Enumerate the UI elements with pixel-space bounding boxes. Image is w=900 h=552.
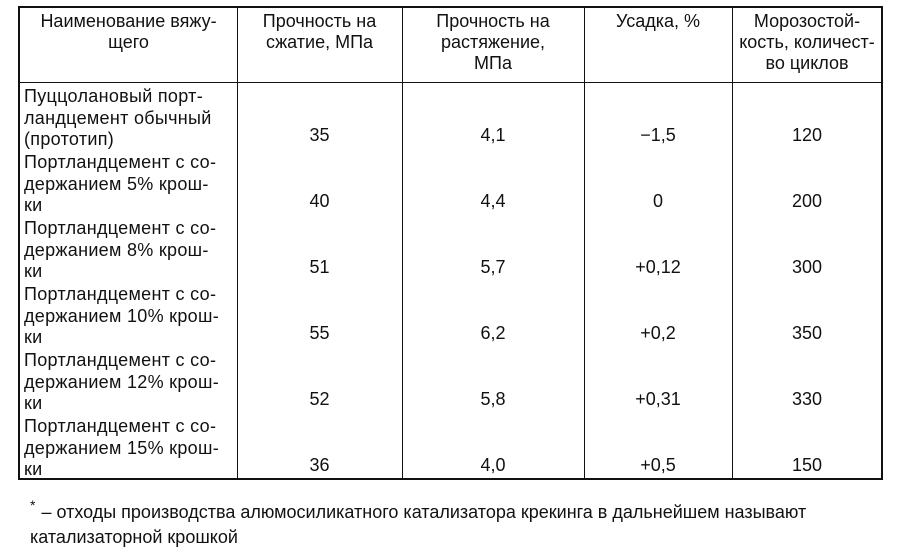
- shrinkage-value: +0,31: [635, 389, 681, 409]
- binder-name: Портландцемент с со- держанием 5% крош- ки: [24, 152, 217, 215]
- shrinkage-value: +0,12: [635, 257, 681, 277]
- header-tension: Прочность на растяжение, МПа: [436, 11, 550, 73]
- tension-value: 4,0: [480, 455, 506, 475]
- header-shrinkage: Усадка, %: [615, 11, 701, 31]
- binder-name: Портландцемент с со- держанием 8% крош- ки: [24, 218, 217, 281]
- frost-value: 200: [791, 191, 823, 211]
- shrinkage-value: +0,5: [640, 455, 676, 475]
- header-binder: Наименование вяжу- щего: [40, 11, 217, 52]
- shrinkage-value: 0: [652, 191, 663, 211]
- compression-value: 35: [309, 125, 330, 145]
- footnote-text: – отходы производства алюмосиликатного катализатора крекинга в дальнейшем называют катализаторной крошкой: [30, 502, 807, 547]
- table-row: [20, 348, 881, 414]
- table-row: [20, 414, 881, 480]
- table-row: [20, 150, 881, 216]
- binder-name: Портландцемент с со- держанием 15% крош- ки: [24, 416, 220, 479]
- binder-name: Пуццолановый порт- ландцемент обычный (прототип): [24, 86, 212, 149]
- tension-value: 4,1: [480, 125, 506, 145]
- tension-value: 4,4: [480, 191, 506, 211]
- frost-value: 350: [791, 323, 823, 343]
- header-frost: Морозостой- кость, количест- во циклов: [739, 11, 875, 73]
- frost-value: 120: [791, 125, 823, 145]
- footnote: [30, 497, 890, 549]
- compression-value: 40: [309, 191, 330, 211]
- table-row: [20, 282, 881, 348]
- header-divider: [20, 82, 881, 83]
- compression-value: 52: [309, 389, 330, 409]
- compression-value: 55: [309, 323, 330, 343]
- shrinkage-value: −1,5: [640, 125, 676, 145]
- footnote-marker: *: [30, 497, 36, 513]
- frost-value: 330: [791, 389, 823, 409]
- table-row: [20, 84, 881, 150]
- header-compression: Прочность на сжатие, МПа: [262, 11, 377, 52]
- tension-value: 5,7: [480, 257, 506, 277]
- frost-value: 300: [791, 257, 823, 277]
- compression-value: 36: [309, 455, 330, 475]
- frost-value: 150: [791, 455, 823, 475]
- table-row: [20, 216, 881, 282]
- binder-name: Портландцемент с со- держанием 12% крош- ки: [24, 350, 220, 413]
- binder-name: Портландцемент с со- держанием 10% крош- ки: [24, 284, 220, 347]
- data-table: [18, 6, 883, 480]
- tension-value: 5,8: [480, 389, 506, 409]
- tension-value: 6,2: [480, 323, 506, 343]
- shrinkage-value: +0,2: [640, 323, 676, 343]
- compression-value: 51: [309, 257, 330, 277]
